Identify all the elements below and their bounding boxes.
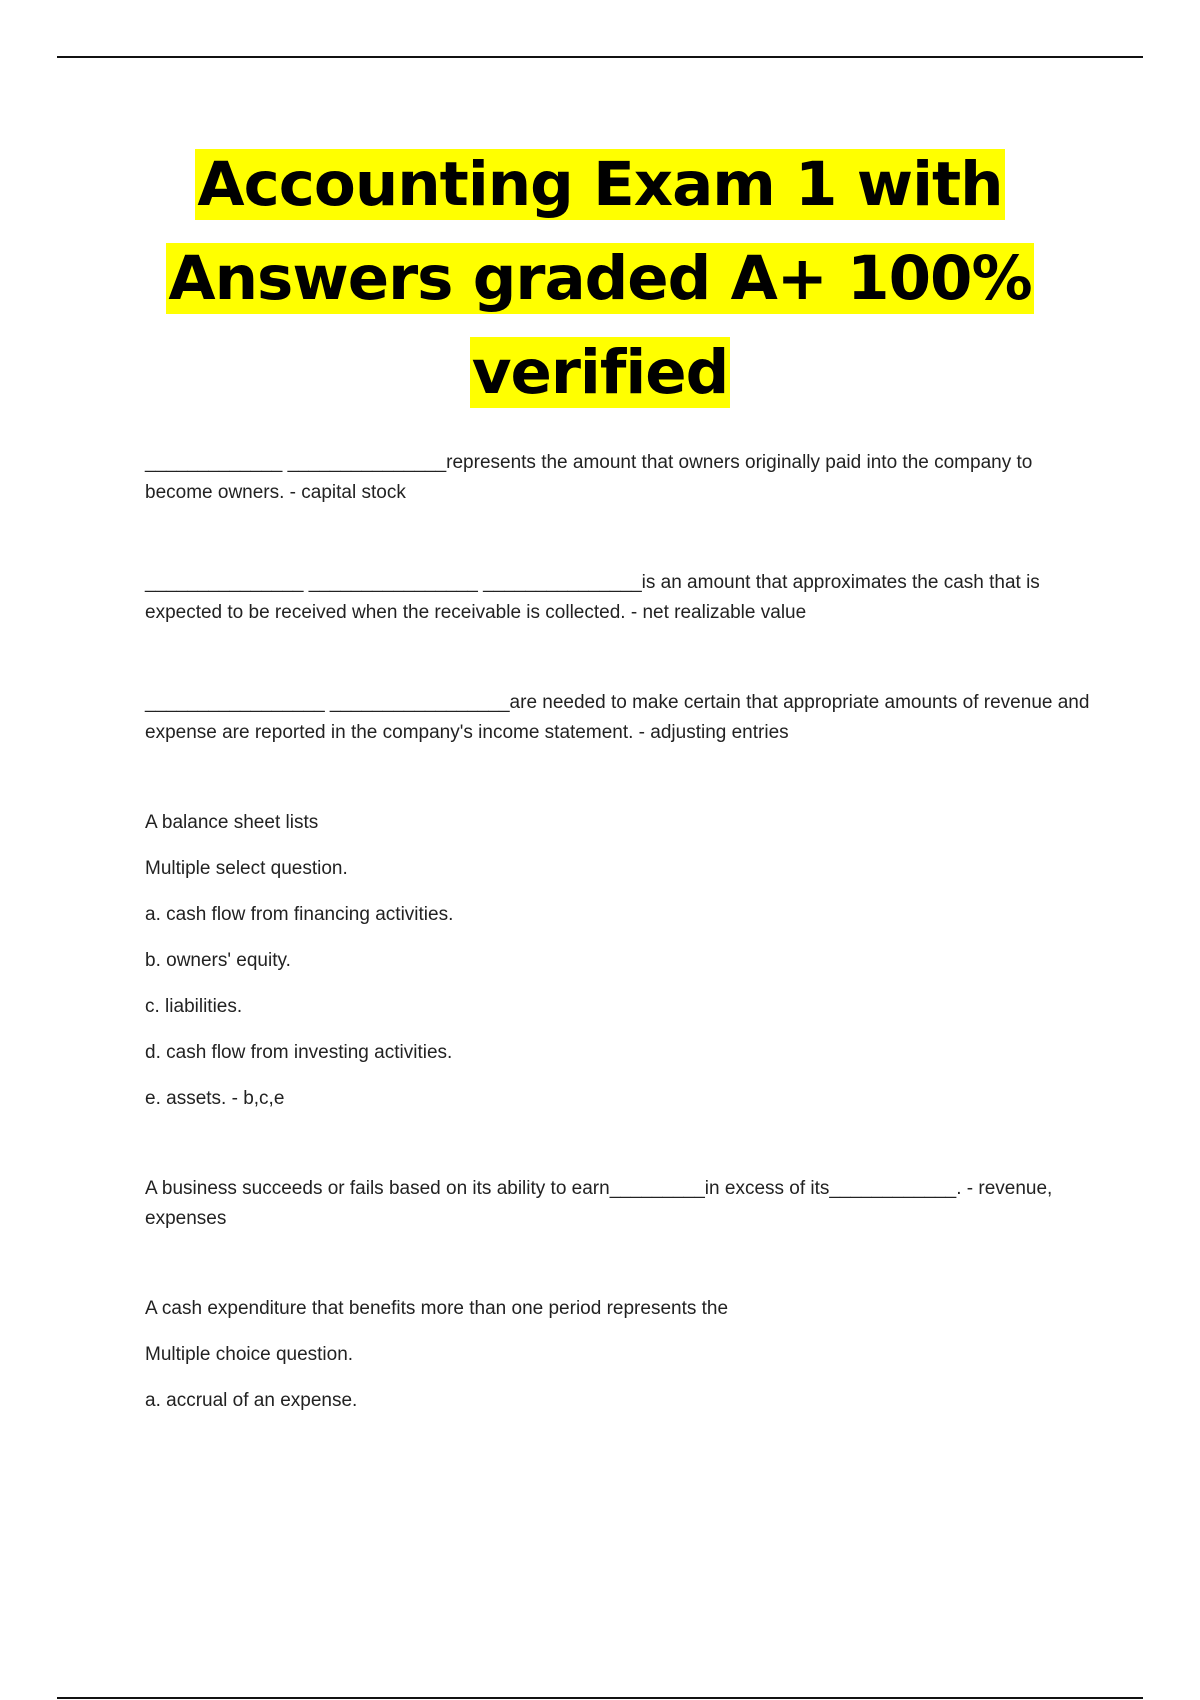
question-6-option-a: a. accrual of an expense. (145, 1390, 358, 1411)
title-line-3: verified (471, 337, 729, 408)
question-2: _______________ ________________ _______________is an amount that approximates the cash that is expected to be received when the receivable is collected. - net realizable value (145, 572, 1040, 623)
question-1: _____________ _______________represents the amount that owners originally paid into the company to become owners. - capital stock (145, 452, 1033, 503)
question-5: A business succeeds or fails based on its ability to earn_________in excess of its____________. - revenue, expenses (145, 1178, 1053, 1229)
document-body (145, 448, 1090, 1416)
question-6 (145, 1294, 1090, 1416)
question-6-stem: A cash expenditure that benefits more than one period represents the (145, 1298, 729, 1319)
top-rule (57, 56, 1143, 58)
question-4-option-c: c. liabilities. (145, 996, 243, 1017)
bottom-rule (57, 1697, 1143, 1699)
title-line-1: Accounting Exam 1 with (197, 149, 1003, 220)
question-4-option-b: b. owners' equity. (145, 950, 291, 971)
question-3: _________________ _________________are needed to make certain that appropriate amounts of revenue and expense are reported in the company's income statement. - adjusting entries (145, 692, 1090, 743)
question-4-option-e: e. assets. - b,c,e (145, 1088, 285, 1109)
question-4-option-d: d. cash flow from investing activities. (145, 1042, 453, 1063)
question-4 (145, 808, 1090, 1114)
document-title (0, 138, 1200, 420)
question-4-type: Multiple select question. (145, 858, 348, 879)
question-4-option-a: a. cash flow from financing activities. (145, 904, 454, 925)
title-line-2: Answers graded A+ 100% (168, 243, 1032, 314)
question-4-stem: A balance sheet lists (145, 812, 319, 833)
question-6-type: Multiple choice question. (145, 1344, 354, 1365)
